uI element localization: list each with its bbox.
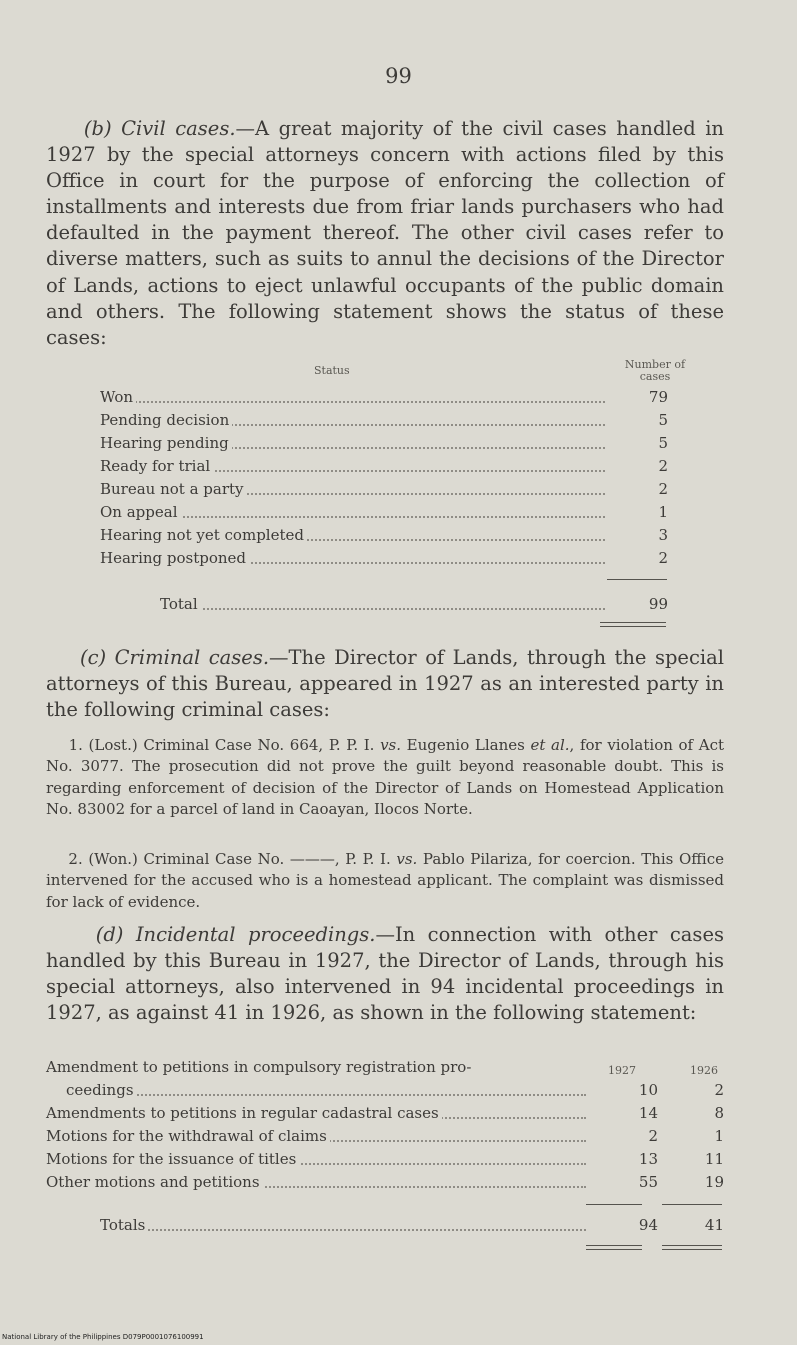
total-double-rule bbox=[600, 622, 666, 627]
status-total-label: Total bbox=[160, 593, 201, 615]
case1-text-c: , for violation of Act No. 3077. The prosecution did not prove the guilt beyond reasonable doubt. This is regarding enforcement of decision of the Director of Lands on Homestead Application No. 83002 for a parcel of land in Caoayan, Ilocos Norte. bbox=[46, 736, 725, 819]
proceeding-label: Other motions and petitions bbox=[46, 1171, 263, 1193]
status-row bbox=[100, 409, 668, 431]
subtotal-rule-1927 bbox=[586, 1204, 642, 1205]
status-count: 5 bbox=[658, 411, 668, 429]
status-row bbox=[100, 524, 668, 546]
proceeding-1926-value: 8 bbox=[714, 1104, 724, 1122]
number-column-header bbox=[612, 359, 698, 383]
status-count: 79 bbox=[648, 388, 668, 406]
civil-cases-paragraph bbox=[46, 116, 724, 351]
proceeding-1927-value: 14 bbox=[638, 1104, 658, 1122]
proceeding-label: Motions for the withdrawal of claims bbox=[46, 1125, 330, 1147]
proceedings-total-row bbox=[100, 1214, 724, 1236]
status-row bbox=[100, 386, 668, 408]
status-label: Bureau not a party bbox=[100, 478, 247, 500]
proceeding-1926-value: 19 bbox=[704, 1173, 724, 1191]
status-label: Hearing pending bbox=[100, 432, 232, 454]
total-double-rule-1926 bbox=[662, 1245, 722, 1250]
status-label: Hearing postponed bbox=[100, 547, 249, 569]
number-header-line2: cases bbox=[639, 370, 671, 383]
civil-cases-heading: (b) Civil cases. bbox=[83, 117, 236, 140]
status-count: 2 bbox=[658, 549, 668, 567]
case1-vs: vs. bbox=[380, 736, 402, 754]
status-label: Ready for trial bbox=[100, 455, 213, 477]
status-count: 2 bbox=[658, 480, 668, 498]
proceeding-row bbox=[46, 1148, 724, 1170]
proceedings-total-1927: 94 bbox=[638, 1216, 658, 1234]
proceeding-row bbox=[46, 1171, 724, 1193]
proceeding-row-first-line bbox=[46, 1056, 546, 1078]
case1-text-a: 1. (Lost.) Criminal Case No. 664, P. P. I. bbox=[68, 736, 381, 754]
case1-etal: et al. bbox=[530, 736, 570, 754]
proceeding-1926-value: 11 bbox=[704, 1150, 724, 1168]
proceeding-row bbox=[46, 1079, 724, 1101]
proceeding-1927-value: 2 bbox=[648, 1127, 658, 1145]
case1-text-b: Eugenio Llanes bbox=[401, 736, 531, 754]
proceedings-total-1926: 41 bbox=[704, 1216, 724, 1234]
proceeding-row bbox=[46, 1125, 724, 1147]
scan-footer: National Library of the Philippines D079P0001076100991 bbox=[2, 1333, 204, 1341]
civil-cases-text: —A great majority of the civil cases handled in 1927 by the special attorneys concern with actions filed by this Office in court for the purpose of enforcing the collection of installments and interests due from friar lands purchasers who had defaulted in the payment thereof. The other civil cases refer to diverse matters, such as suits to annul the decisions of the Director of Lands, actions to eject unlawful occupants of the public domain and others. The following statement shows the status of these cases: bbox=[46, 117, 724, 349]
incidental-text: —In connection with other cases handled by this Bureau in 1927, the Director of Lands, through his special attorneys, also intervened in 94 incidental proceedings in 1927, as against 41 in 1926, as shown in the following statement: bbox=[46, 923, 724, 1025]
criminal-cases-text: —The Director of Lands, through the special attorneys of this Bureau, appeared in 1927 as an interested party in the following criminal cases: bbox=[46, 646, 724, 722]
status-total-row bbox=[160, 593, 668, 615]
subtotal-rule bbox=[607, 579, 667, 580]
status-label: On appeal bbox=[100, 501, 181, 523]
proceeding-row bbox=[46, 1102, 724, 1124]
case2-vs: vs. bbox=[396, 850, 418, 868]
year-1927-header: 1927 bbox=[608, 1064, 636, 1077]
status-column-header: Status bbox=[314, 364, 350, 377]
total-double-rule-1927 bbox=[586, 1245, 642, 1250]
status-count: 1 bbox=[658, 503, 668, 521]
status-row bbox=[100, 455, 668, 477]
criminal-case-1 bbox=[46, 735, 724, 821]
proceeding-1927-value: 10 bbox=[638, 1081, 658, 1099]
status-row bbox=[100, 501, 668, 523]
status-label: Hearing not yet completed bbox=[100, 524, 307, 546]
subtotal-rule-1926 bbox=[662, 1204, 722, 1205]
criminal-cases-paragraph bbox=[46, 645, 724, 723]
proceeding-1926-value: 1 bbox=[714, 1127, 724, 1145]
proceeding-label-line1: Amendment to petitions in compulsory registration pro- bbox=[46, 1056, 474, 1078]
status-total-count: 99 bbox=[648, 595, 668, 613]
case2-text-b: Pablo Pilariza, for coercion. This Office intervened for the accused who is a homestead applicant. The complaint was dismissed for lack of evidence. bbox=[46, 850, 724, 911]
criminal-cases-heading: (c) Criminal cases. bbox=[79, 646, 270, 669]
proceeding-label-line2: ceedings bbox=[66, 1079, 137, 1101]
status-row bbox=[100, 547, 668, 569]
proceeding-1926-value: 2 bbox=[714, 1081, 724, 1099]
incidental-proceedings-paragraph bbox=[46, 922, 724, 1026]
status-count: 2 bbox=[658, 457, 668, 475]
number-header-line1: Number of bbox=[624, 358, 686, 371]
incidental-heading: (d) Incidental proceedings. bbox=[95, 923, 376, 946]
page-number: 99 bbox=[385, 64, 412, 88]
status-row bbox=[100, 478, 668, 500]
proceeding-label: Amendments to petitions in regular cadastral cases bbox=[46, 1102, 442, 1124]
proceeding-1927-value: 13 bbox=[638, 1150, 658, 1168]
status-row bbox=[100, 432, 668, 454]
proceeding-1927-value: 55 bbox=[638, 1173, 658, 1191]
status-count: 5 bbox=[658, 434, 668, 452]
status-label: Pending decision bbox=[100, 409, 232, 431]
proceedings-total-label: Totals bbox=[100, 1214, 148, 1236]
year-1926-header: 1926 bbox=[690, 1064, 718, 1077]
status-count: 3 bbox=[658, 526, 668, 544]
criminal-case-2 bbox=[46, 849, 724, 913]
case2-text-a: 2. (Won.) Criminal Case No. ———, P. P. I. bbox=[68, 850, 397, 868]
proceeding-label: Motions for the issuance of titles bbox=[46, 1148, 299, 1170]
status-label: Won bbox=[100, 386, 136, 408]
